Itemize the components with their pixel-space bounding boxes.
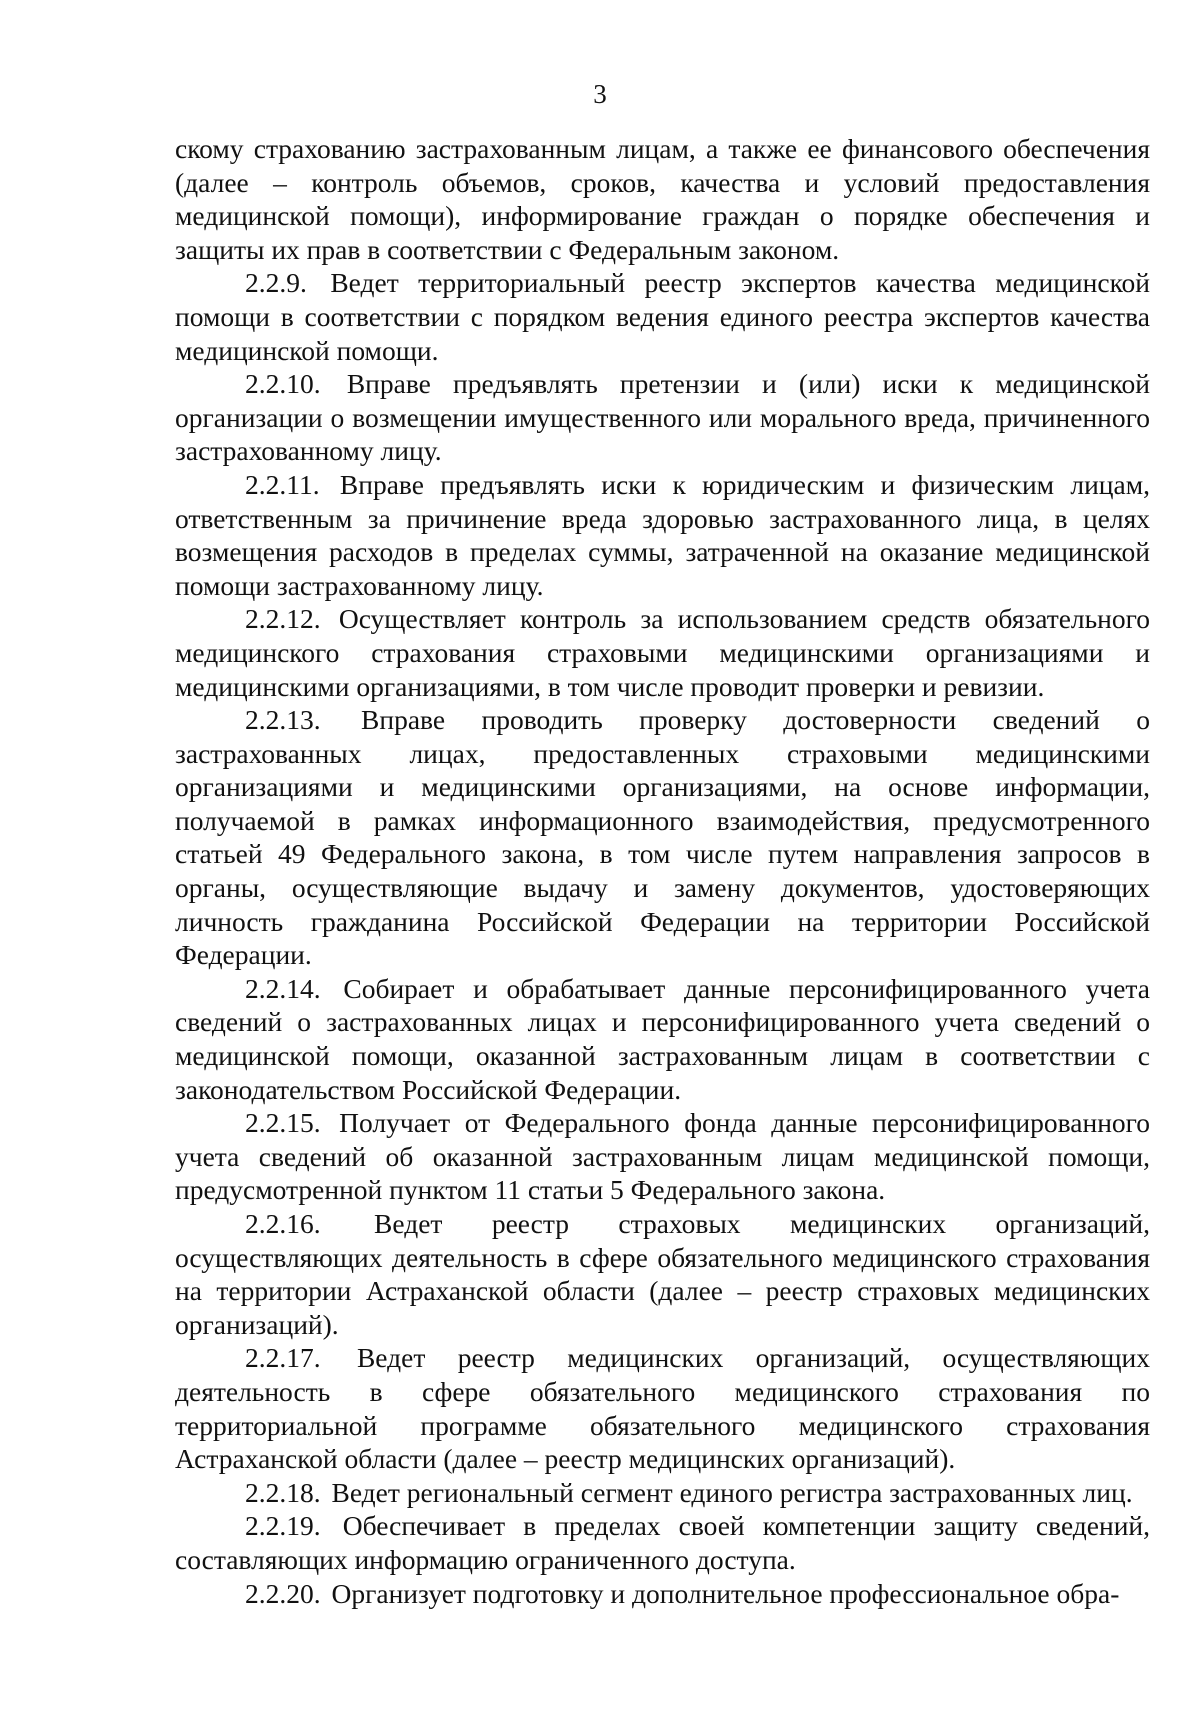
paragraph-text: Ведет территориальный реестр экспертов качества медицинской помощи в соответствии с порядком ведения единого реестра экспертов качества медицинской помощи. (175, 267, 1150, 366)
paragraph-text: Собирает и обрабатывает данные персонифицированного учета сведений о застрахованных лицах и персонифицированного учета сведений о медицинской помощи, оказанной застрахованным лицам в соответствии с законодательством Российской Федерации. (175, 972, 1150, 1105)
paragraph-2-2-15 (175, 1106, 1150, 1207)
paragraph-text: Вправе проводить проверку достоверности сведений о застрахованных лицах, предоставленных страховыми медицинскими организациями и медицинскими организациями, на основе информации, получаемой в рамках информационного взаимодействия, предусмотренного статьей 49 Федерального закона, в том числе путем направления запросов в органы, осуществляющие выдачу и замену документов, удостоверяющих личность гражданина Российской Федерации на территории Российской Федерации. (175, 704, 1150, 971)
paragraph-text: Осуществляет контроль за использованием средств обязательного медицинского страхования страховыми медицинскими организациями и медицинскими организациями, в том числе проводит проверки и ревизии. (175, 603, 1150, 702)
document-body (175, 132, 1150, 1610)
paragraph-2-2-14 (175, 972, 1150, 1106)
paragraph-2-2-17 (175, 1341, 1150, 1475)
paragraph-continuation (175, 132, 1150, 266)
paragraph-2-2-12 (175, 602, 1150, 703)
paragraph-text: скому страхованию застрахованным лицам, а также ее финансового обеспечения (далее – контроль объемов, сроков, качества и условий предоставления медицинской помощи), информирование граждан о порядке обеспечения и защиты их прав в соответствии с Федеральным законом. (175, 133, 1150, 265)
page-number: 3 (593, 79, 607, 109)
paragraph-2-2-19 (175, 1509, 1150, 1576)
paragraph-text: Вправе предъявлять иски к юридическим и физическим лицам, ответственным за причинение вреда здоровью застрахованного лица, в целях возмещения расходов в пределах суммы, затраченной на оказание медицинской помощи застрахованному лицу. (175, 468, 1150, 601)
paragraph-number: 2.2.13. (245, 704, 321, 736)
paragraph-text: Получает от Федерального фонда данные персонифицированного учета сведений об оказанной застрахованным лицам медицинской помощи, предусмотренной пунктом 11 статьи 5 Федерального закона. (175, 1107, 1151, 1206)
paragraph-number: 2.2.18. (245, 1476, 321, 1508)
paragraph-number: 2.2.12. (245, 603, 321, 635)
paragraph-2-2-9 (175, 266, 1150, 367)
paragraph-2-2-16 (175, 1207, 1150, 1341)
paragraph-number: 2.2.20. (245, 1577, 321, 1609)
paragraph-number: 2.2.14. (245, 972, 321, 1004)
paragraph-number: 2.2.15. (245, 1107, 321, 1139)
paragraph-text: Ведет региональный сегмент единого регистра застрахованных лиц. (331, 1476, 1133, 1508)
paragraph-text: Ведет реестр страховых медицинских организаций, осуществляющих деятельность в сфере обязательного медицинского страхования на территории Астраханской области (далее – реестр страховых медицинских организаций). (175, 1208, 1151, 1340)
paragraph-number: 2.2.17. (245, 1342, 321, 1374)
paragraph-2-2-11 (175, 468, 1150, 602)
paragraph-2-2-13 (175, 703, 1150, 972)
paragraph-number: 2.2.11. (245, 468, 320, 500)
paragraph-text: Вправе предъявлять претензии и (или) иски к медицинской организации о возмещении имущественного или морального вреда, причиненного застрахованному лицу. (175, 368, 1151, 467)
paragraph-number: 2.2.9. (245, 267, 307, 299)
paragraph-2-2-20 (175, 1577, 1150, 1611)
paragraph-2-2-18 (175, 1476, 1150, 1510)
paragraph-text: Организует подготовку и дополнительное профессиональное обра- (331, 1577, 1120, 1609)
paragraph-number: 2.2.19. (245, 1510, 321, 1542)
paragraph-number: 2.2.10. (245, 368, 321, 400)
paragraph-text: Обеспечивает в пределах своей компетенции защиту сведений, составляющих информацию ограниченного доступа. (175, 1510, 1151, 1575)
paragraph-number: 2.2.16. (245, 1208, 321, 1239)
paragraph-2-2-10 (175, 367, 1150, 468)
paragraph-text: Ведет реестр медицинских организаций, осуществляющих деятельность в сфере обязательного медицинского страхования по территориальной программе обязательного медицинского страхования Астраханской области (далее – реестр медицинских организаций). (175, 1342, 1150, 1475)
